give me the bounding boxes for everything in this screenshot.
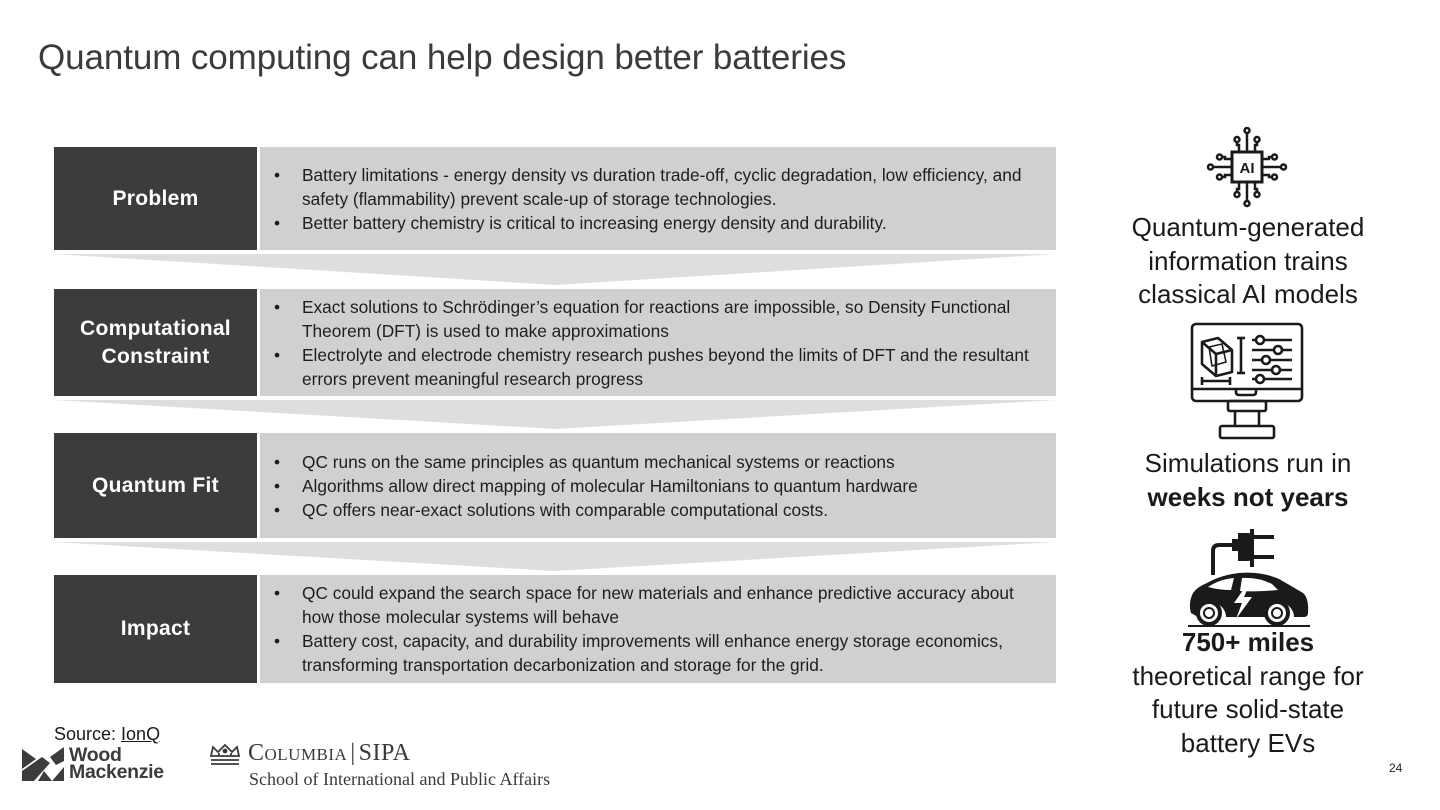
wood-mackenzie-mark-icon	[22, 747, 64, 781]
caption-line: battery EVs	[1180, 727, 1316, 758]
row-label-line: Constraint	[101, 344, 210, 368]
bullet-item: • Better battery chemistry is critical to increasing energy density and durability.	[274, 211, 1046, 235]
bullet-item: • Exact solutions to Schrödinger’s equation for reactions are impossible, so Density Functional Theorem (DFT) is used to make approximations	[274, 295, 1046, 343]
bullet-list	[274, 581, 1046, 677]
bullet-list	[274, 450, 918, 522]
wood-mackenzie-line: Mackenzie	[69, 761, 164, 783]
caption-line: theoretical range for	[1132, 660, 1364, 691]
page-number: 24	[1389, 761, 1403, 775]
bullet-item: • Battery cost, capacity, and durability improvements will enhance energy storage economics, transforming transportation decarbonization and storage for the grid.	[274, 629, 1046, 677]
row-body	[260, 147, 1056, 250]
ev-caption	[1108, 626, 1388, 760]
row-body	[260, 433, 1056, 538]
caption-line: Quantum-generated	[1131, 212, 1365, 242]
caption-emphasis: weeks not years	[1147, 481, 1349, 512]
row-label: Quantum Fit	[54, 433, 257, 538]
source-note	[54, 724, 160, 745]
row-label-line: Computational	[80, 316, 231, 340]
computer-simulation-icon	[1190, 322, 1306, 445]
slide-title: Quantum computing can help design better batteries	[38, 38, 847, 77]
chevron-down-arrow	[54, 254, 1056, 285]
row-computational-constraint	[54, 289, 1056, 396]
row-label	[54, 289, 257, 396]
source-prefix: Source:	[54, 724, 122, 744]
wood-mackenzie-logo	[22, 744, 164, 783]
wood-mackenzie-line: Wood	[69, 744, 122, 766]
source-link-ionq[interactable]: IonQ	[121, 724, 161, 744]
row-label: Problem	[54, 147, 257, 250]
logo-divider: |	[350, 740, 356, 766]
row-impact	[54, 575, 1056, 683]
sipa-subtitle: School of International and Public Affairs	[249, 769, 551, 789]
bullet-item: • Algorithms allow direct mapping of molecular Hamiltonians to quantum hardware	[274, 474, 918, 498]
caption-line: information trains	[1148, 245, 1348, 276]
row-body	[260, 575, 1056, 683]
bullet-list	[274, 163, 1046, 235]
row-body	[260, 289, 1056, 396]
electric-car-plug-icon	[1186, 527, 1312, 634]
bullet-item: • QC could expand the search space for new materials and enhance predictive accuracy about how those molecular systems will behave	[274, 581, 1046, 629]
chevron-down-arrow	[54, 542, 1056, 571]
crown-icon	[208, 742, 242, 766]
caption-line: classical AI models	[1138, 279, 1358, 309]
bullet-list	[274, 295, 1046, 391]
caption-line: Simulations run in	[1144, 448, 1352, 478]
caption-line: future solid-state	[1151, 694, 1345, 724]
bullet-item: • Battery limitations - energy density vs duration trade-off, cyclic degradation, low efficiency, and safety (flammability) prevent scale-up of storage technologies.	[274, 163, 1046, 211]
svg-text:AI: AI	[1239, 160, 1255, 177]
columbia-name: Columbia	[248, 740, 348, 766]
bullet-item: • QC offers near-exact solutions with comparable computational costs.	[274, 498, 918, 522]
bullet-item: • QC runs on the same principles as quantum mechanical systems or reactions	[274, 450, 918, 474]
row-label: Impact	[54, 575, 257, 683]
ai-chip-icon	[1205, 125, 1289, 214]
columbia-sipa-logo	[208, 740, 550, 790]
chevron-down-arrow	[54, 400, 1056, 429]
ai-caption	[1108, 211, 1388, 312]
bullet-item: • Electrolyte and electrode chemistry research pushes beyond the limits of DFT and the resultant errors prevent meaningful research progress	[274, 343, 1046, 391]
row-problem	[54, 147, 1056, 250]
caption-emphasis: 750+ miles	[1181, 627, 1315, 657]
sipa-name: SIPA	[358, 740, 411, 766]
row-quantum-fit	[54, 433, 1056, 538]
simulation-caption	[1108, 447, 1388, 514]
